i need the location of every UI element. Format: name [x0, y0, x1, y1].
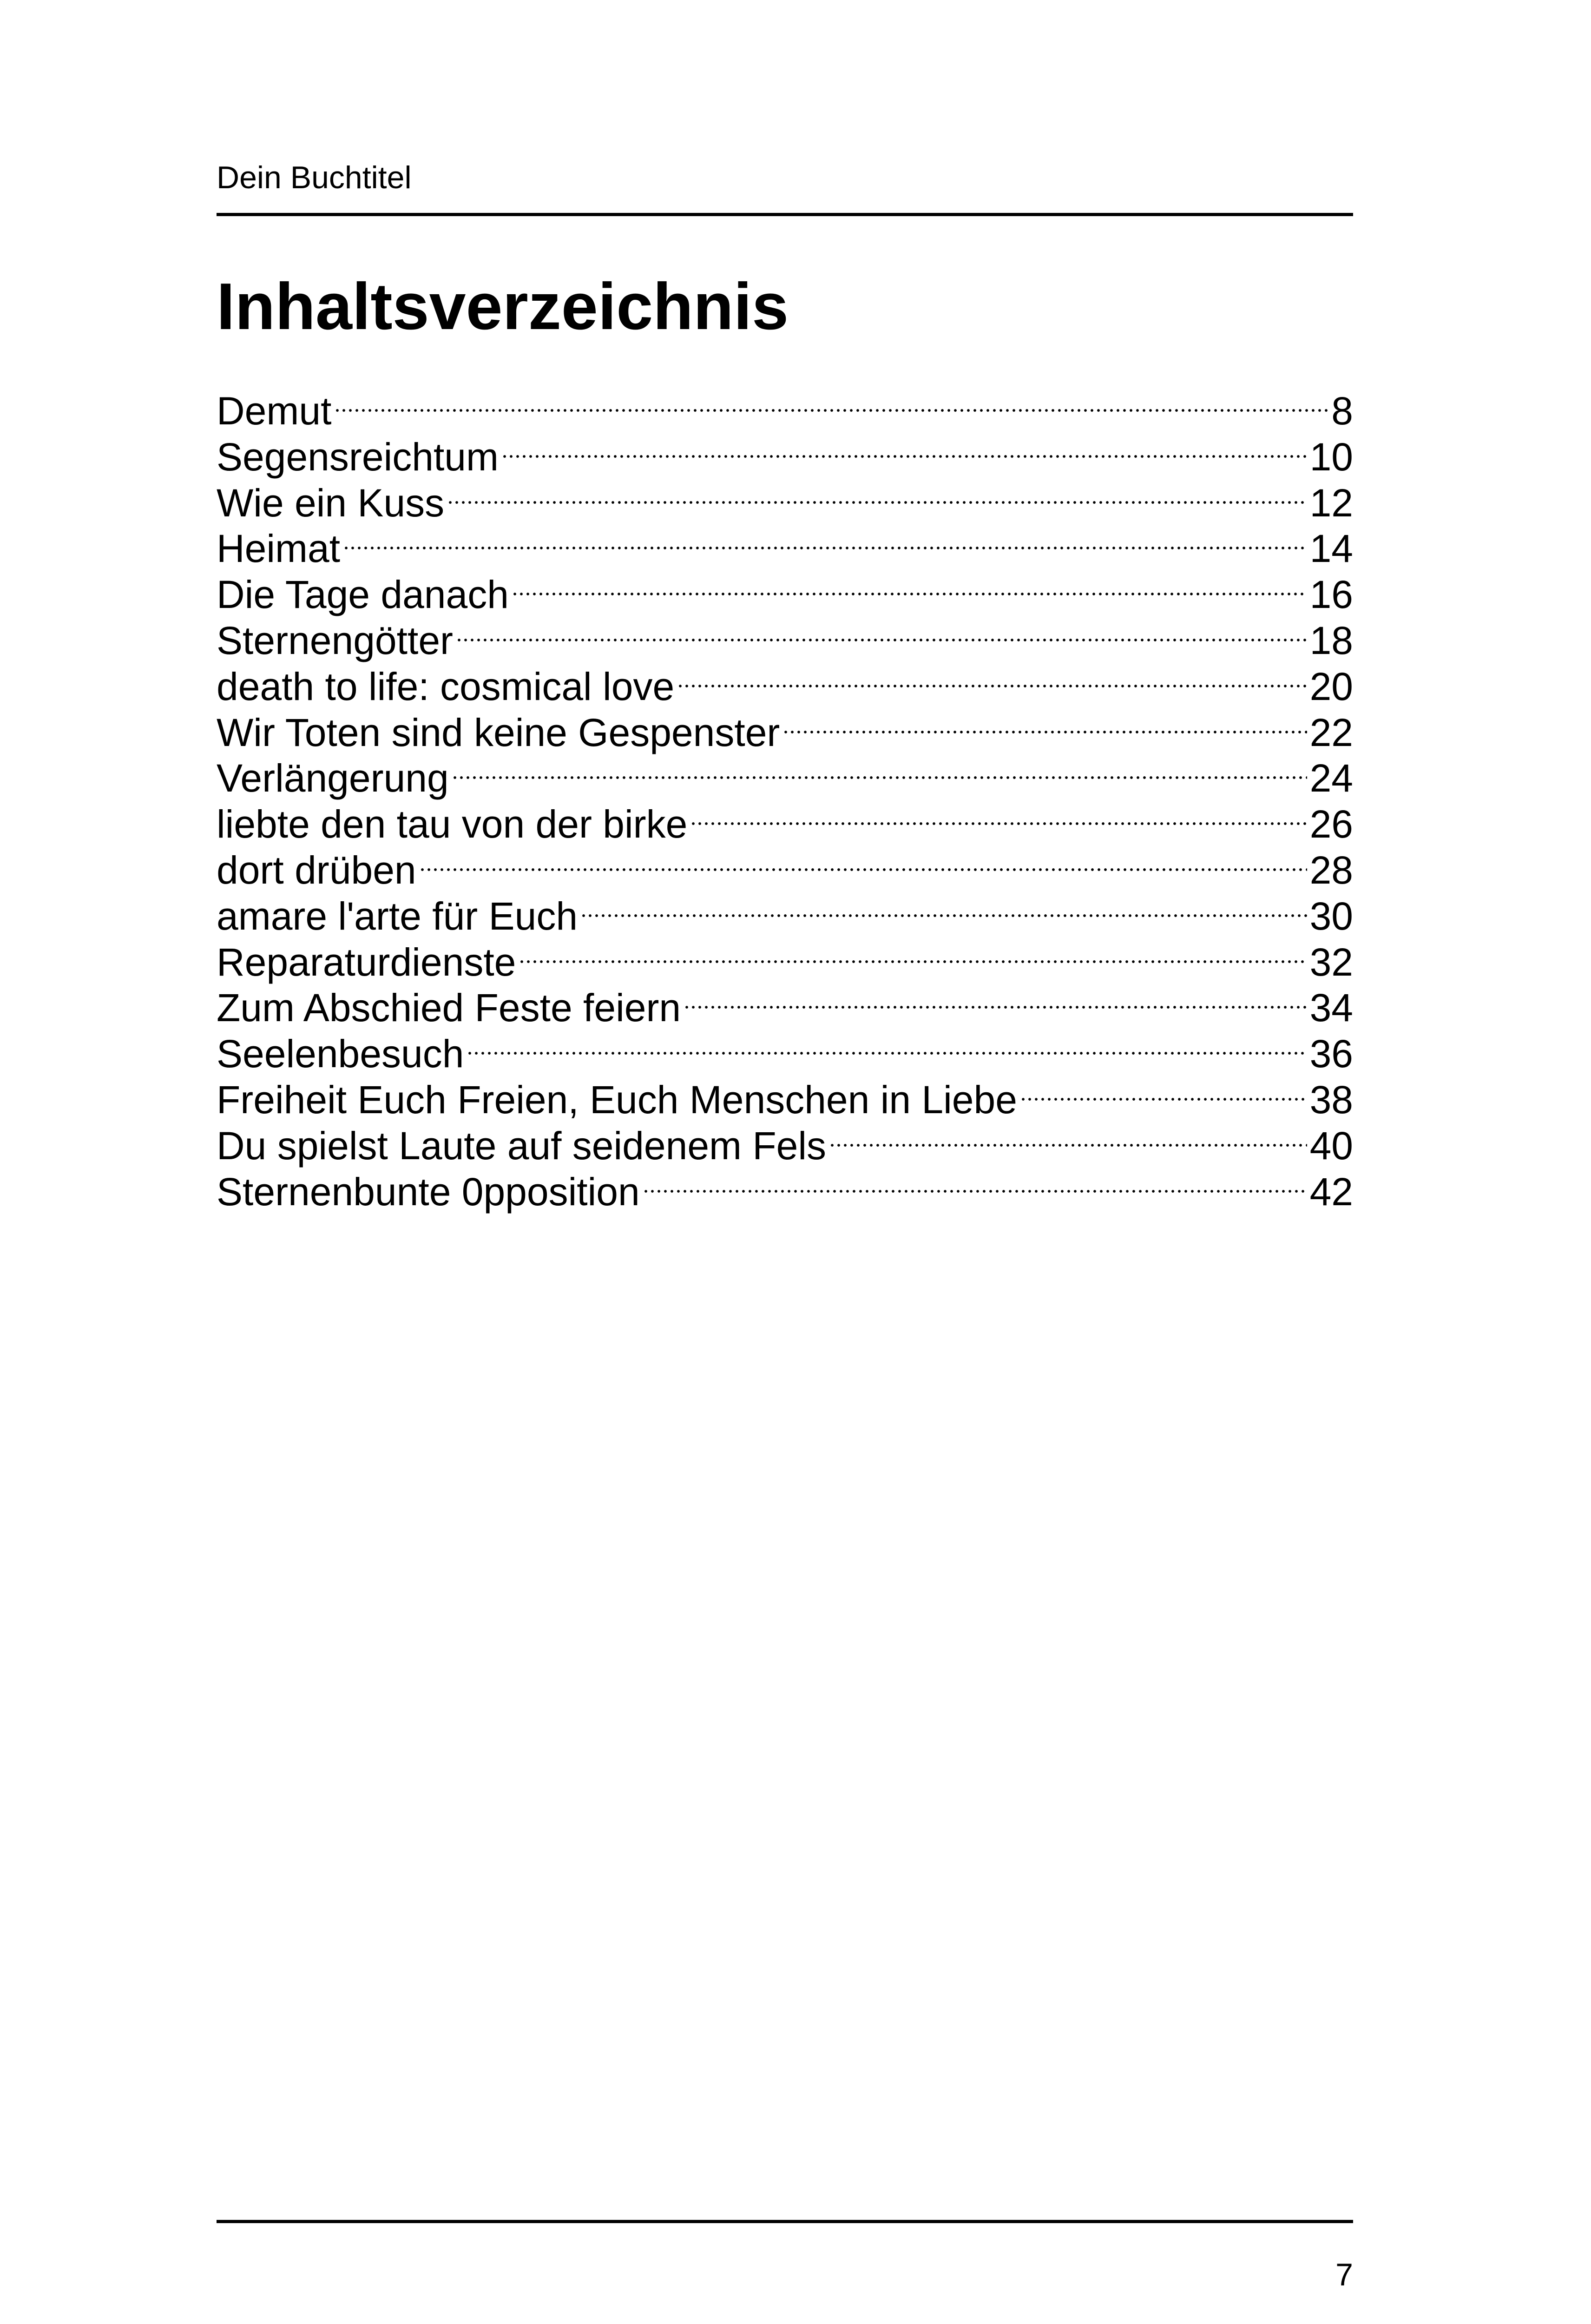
toc-entry-title: Seelenbesuch [217, 1032, 464, 1076]
toc-dot-leader [447, 501, 1307, 504]
toc-entry-page-number: 38 [1309, 1077, 1353, 1122]
toc-entry-page-number: 42 [1309, 1169, 1353, 1214]
toc-dot-leader [501, 455, 1307, 458]
toc-dot-leader [519, 960, 1307, 964]
toc-dot-leader [684, 1005, 1307, 1009]
toc-entry-title: death to life: cosmical love [217, 664, 675, 708]
toc-entry[interactable] [217, 1169, 1353, 1215]
toc-entry-page-number: 22 [1309, 710, 1353, 754]
toc-entry-page-number: 32 [1309, 940, 1353, 984]
toc-entry[interactable] [217, 939, 1353, 985]
toc-entry[interactable] [217, 526, 1353, 572]
toc-dot-leader [334, 409, 1328, 412]
toc-list [217, 388, 1353, 1215]
toc-entry-title: dort drüben [217, 848, 416, 892]
toc-entry-title: Du spielst Laute auf seidenem Fels [217, 1123, 827, 1168]
toc-dot-leader [467, 1051, 1307, 1055]
page-number: 7 [1335, 2257, 1353, 2292]
toc-entry-page-number: 20 [1309, 664, 1353, 708]
toc-entry[interactable] [217, 664, 1353, 710]
toc-entry-title: Verlängerung [217, 756, 449, 800]
toc-entry-title: Zum Abschied Feste feiern [217, 986, 681, 1030]
header-divider [217, 213, 1353, 216]
toc-dot-leader [829, 1143, 1307, 1147]
toc-entry[interactable] [217, 985, 1353, 1031]
toc-heading: Inhaltsverzeichnis [217, 270, 789, 343]
toc-entry[interactable] [217, 572, 1353, 618]
toc-entry-page-number: 14 [1309, 527, 1353, 571]
toc-entry-page-number: 28 [1309, 848, 1353, 892]
toc-dot-leader [456, 638, 1307, 642]
toc-entry-title: Heimat [217, 527, 341, 571]
toc-entry-title: Segensreichtum [217, 435, 499, 479]
toc-entry-page-number: 8 [1331, 389, 1353, 433]
toc-dot-leader [512, 592, 1307, 596]
toc-entry-page-number: 16 [1309, 573, 1353, 617]
toc-entry[interactable] [217, 434, 1353, 480]
toc-entry-page-number: 40 [1309, 1123, 1353, 1168]
toc-entry-title: Reparaturdienste [217, 940, 516, 984]
toc-dot-leader [452, 776, 1307, 779]
toc-entry-page-number: 36 [1309, 1032, 1353, 1076]
toc-entry-title: Wie ein Kuss [217, 481, 445, 525]
toc-dot-leader [343, 546, 1307, 550]
toc-entry[interactable] [217, 1123, 1353, 1169]
toc-entry-page-number: 34 [1309, 986, 1353, 1030]
toc-entry[interactable] [217, 801, 1353, 847]
toc-dot-leader [690, 822, 1307, 825]
toc-entry-title: Freiheit Euch Freien, Euch Menschen in Liebe [217, 1077, 1017, 1122]
toc-entry-title: Wir Toten sind keine Gespenster [217, 710, 780, 754]
toc-entry[interactable] [217, 755, 1353, 801]
toc-entry-title: amare l'arte für Euch [217, 894, 578, 938]
toc-entry[interactable] [217, 618, 1353, 664]
toc-dot-leader [677, 684, 1307, 688]
toc-entry-page-number: 18 [1309, 618, 1353, 662]
toc-dot-leader [1020, 1097, 1307, 1101]
toc-dot-leader [643, 1189, 1307, 1193]
toc-entry-page-number: 24 [1309, 756, 1353, 800]
toc-entry-page-number: 12 [1309, 481, 1353, 525]
toc-entry[interactable] [217, 893, 1353, 939]
toc-entry-page-number: 10 [1309, 435, 1353, 479]
toc-entry[interactable] [217, 480, 1353, 526]
toc-entry[interactable] [217, 1077, 1353, 1123]
toc-entry[interactable] [217, 710, 1353, 756]
toc-entry[interactable] [217, 1031, 1353, 1077]
toc-dot-leader [580, 914, 1307, 918]
running-header-title: Dein Buchtitel [217, 160, 412, 195]
toc-entry-title: Sternenbunte 0pposition [217, 1169, 640, 1214]
footer-divider [217, 2220, 1353, 2223]
toc-entry-title: Demut [217, 389, 332, 433]
toc-entry-title: Die Tage danach [217, 573, 509, 617]
toc-entry[interactable] [217, 388, 1353, 434]
toc-entry[interactable] [217, 847, 1353, 893]
toc-entry-page-number: 26 [1309, 802, 1353, 846]
toc-entry-page-number: 30 [1309, 894, 1353, 938]
toc-dot-leader [419, 868, 1307, 872]
toc-entry-title: liebte den tau von der birke [217, 802, 688, 846]
toc-dot-leader [782, 730, 1307, 734]
toc-entry-title: Sternengötter [217, 618, 454, 662]
